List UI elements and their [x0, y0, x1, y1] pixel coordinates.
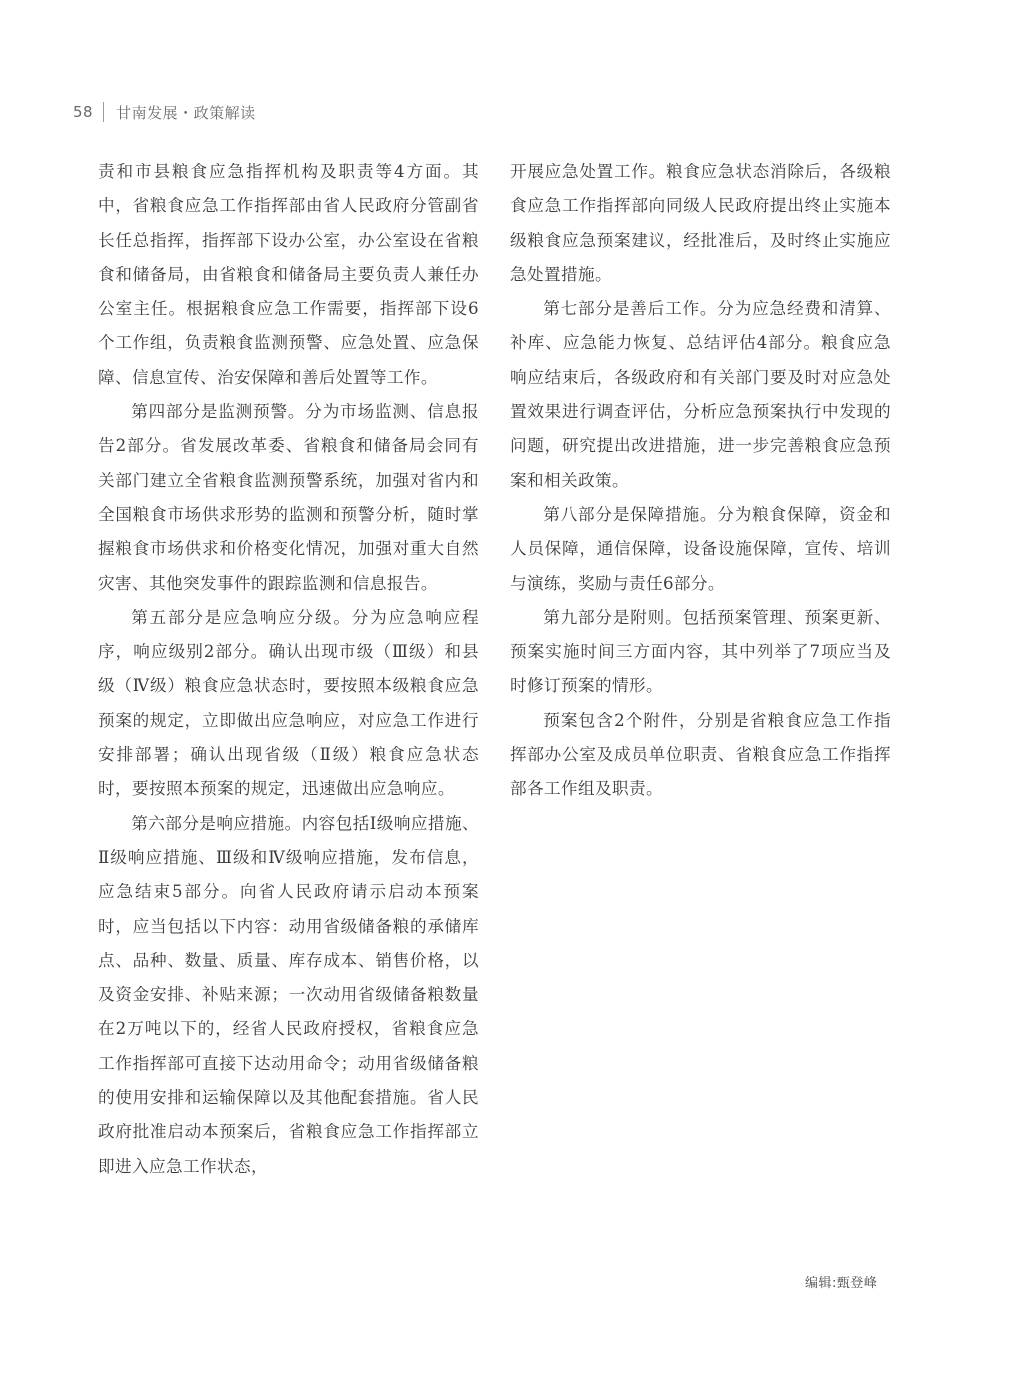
paragraph-part-nine: 第九部分是附则。包括预案管理、预案更新、预案实施时间三方面内容，其中列举了7项应当及时修订预案的情形。: [510, 607, 891, 696]
paragraph-part-eight: 第八部分是保障措施。分为粮食保障，资金和人员保障，通信保障，设备设施保障，宣传、培训与演练，奖励与责任6部分。: [510, 504, 891, 593]
paragraph-part-six: 第六部分是响应措施。内容包括Ⅰ级响应措施、Ⅱ级响应措施、Ⅲ级和Ⅳ级响应措施，发布信息，应急结束5部分。向省人民政府请示启动本预案时，应当包括以下内容：动用省级储备粮的承储库点、品种、数量、质量、库存成本、销售价格，以及资金安排、补贴来源；一次动用省级储备粮数量在2万吨以下的，经省人民政府授权，省粮食应急工作指挥部可直接下达动用命令；动用省级储备粮的使用安排和运输保障以及其他配套措施。省人民政府批准启动本预案后，省粮食应急工作指挥部立即进入应急工作状态，: [98, 813, 479, 1176]
paragraph-part-seven: 第七部分是善后工作。分为应急经费和清算、补库、应急能力恢复、总结评估4部分。粮食应急响应结束后，各级政府和有关部门要及时对应急处置效果进行调查评估，分析应急预案执行中发现的问题，研究提出改进措施，进一步完善粮食应急预案和相关政策。: [510, 299, 891, 490]
paragraph-attachments: 预案包含2个附件，分别是省粮食应急工作指挥部办公室及成员单位职责、省粮食应急工作指挥部各工作组及职责。: [510, 710, 891, 799]
paragraph-part-four: 第四部分是监测预警。分为市场监测、信息报告2部分。省发展改革委、省粮食和储备局会同有关部门建立全省粮食监测预警系统，加强对省内和全国粮食市场供求形势的监测和预警分析，随时掌握粮食市场供求和价格变化情况，加强对重大自然灾害、其他突发事件的跟踪监测和信息报告。: [98, 402, 479, 593]
paragraph-part-five: 第五部分是应急响应分级。分为应急响应程序，响应级别2部分。确认出现市级（Ⅲ级）和县级（Ⅳ级）粮食应急状态时，要按照本级粮食应急预案的规定，立即做出应急响应，对应急工作进行安排部署；确认出现省级（Ⅱ级）粮食应急状态时，要按照本预案的规定，迅速做出应急响应。: [98, 607, 479, 799]
left-column: [98, 155, 479, 1184]
page-number: 58: [73, 103, 94, 121]
paragraph-continued-right: 开展应急处置工作。粮食应急状态消除后，各级粮食应急工作指挥部向同级人民政府提出终止实施本级粮食应急预案建议，经批准后，及时终止实施应急处置措施。: [510, 162, 891, 284]
paragraph-continued: 责和市县粮食应急指挥机构及职责等4方面。其中，省粮食应急工作指挥部由省人民政府分管副省长任总指挥，指挥部下设办公室，办公室设在省粮食和储备局，由省粮食和储备局主要负责人兼任办公室主任。根据粮食应急工作需要，指挥部下设6个工作组，负责粮食监测预警、应急处置、应急保障、信息宣传、治安保障和善后处置等工作。: [98, 162, 479, 387]
publication-title: 甘南发展・政策解读: [116, 103, 256, 122]
header-divider: [103, 102, 104, 122]
right-column: [510, 155, 891, 807]
page-header: [73, 99, 256, 125]
editor-credit: 编辑:甄登峰: [805, 1276, 878, 1291]
